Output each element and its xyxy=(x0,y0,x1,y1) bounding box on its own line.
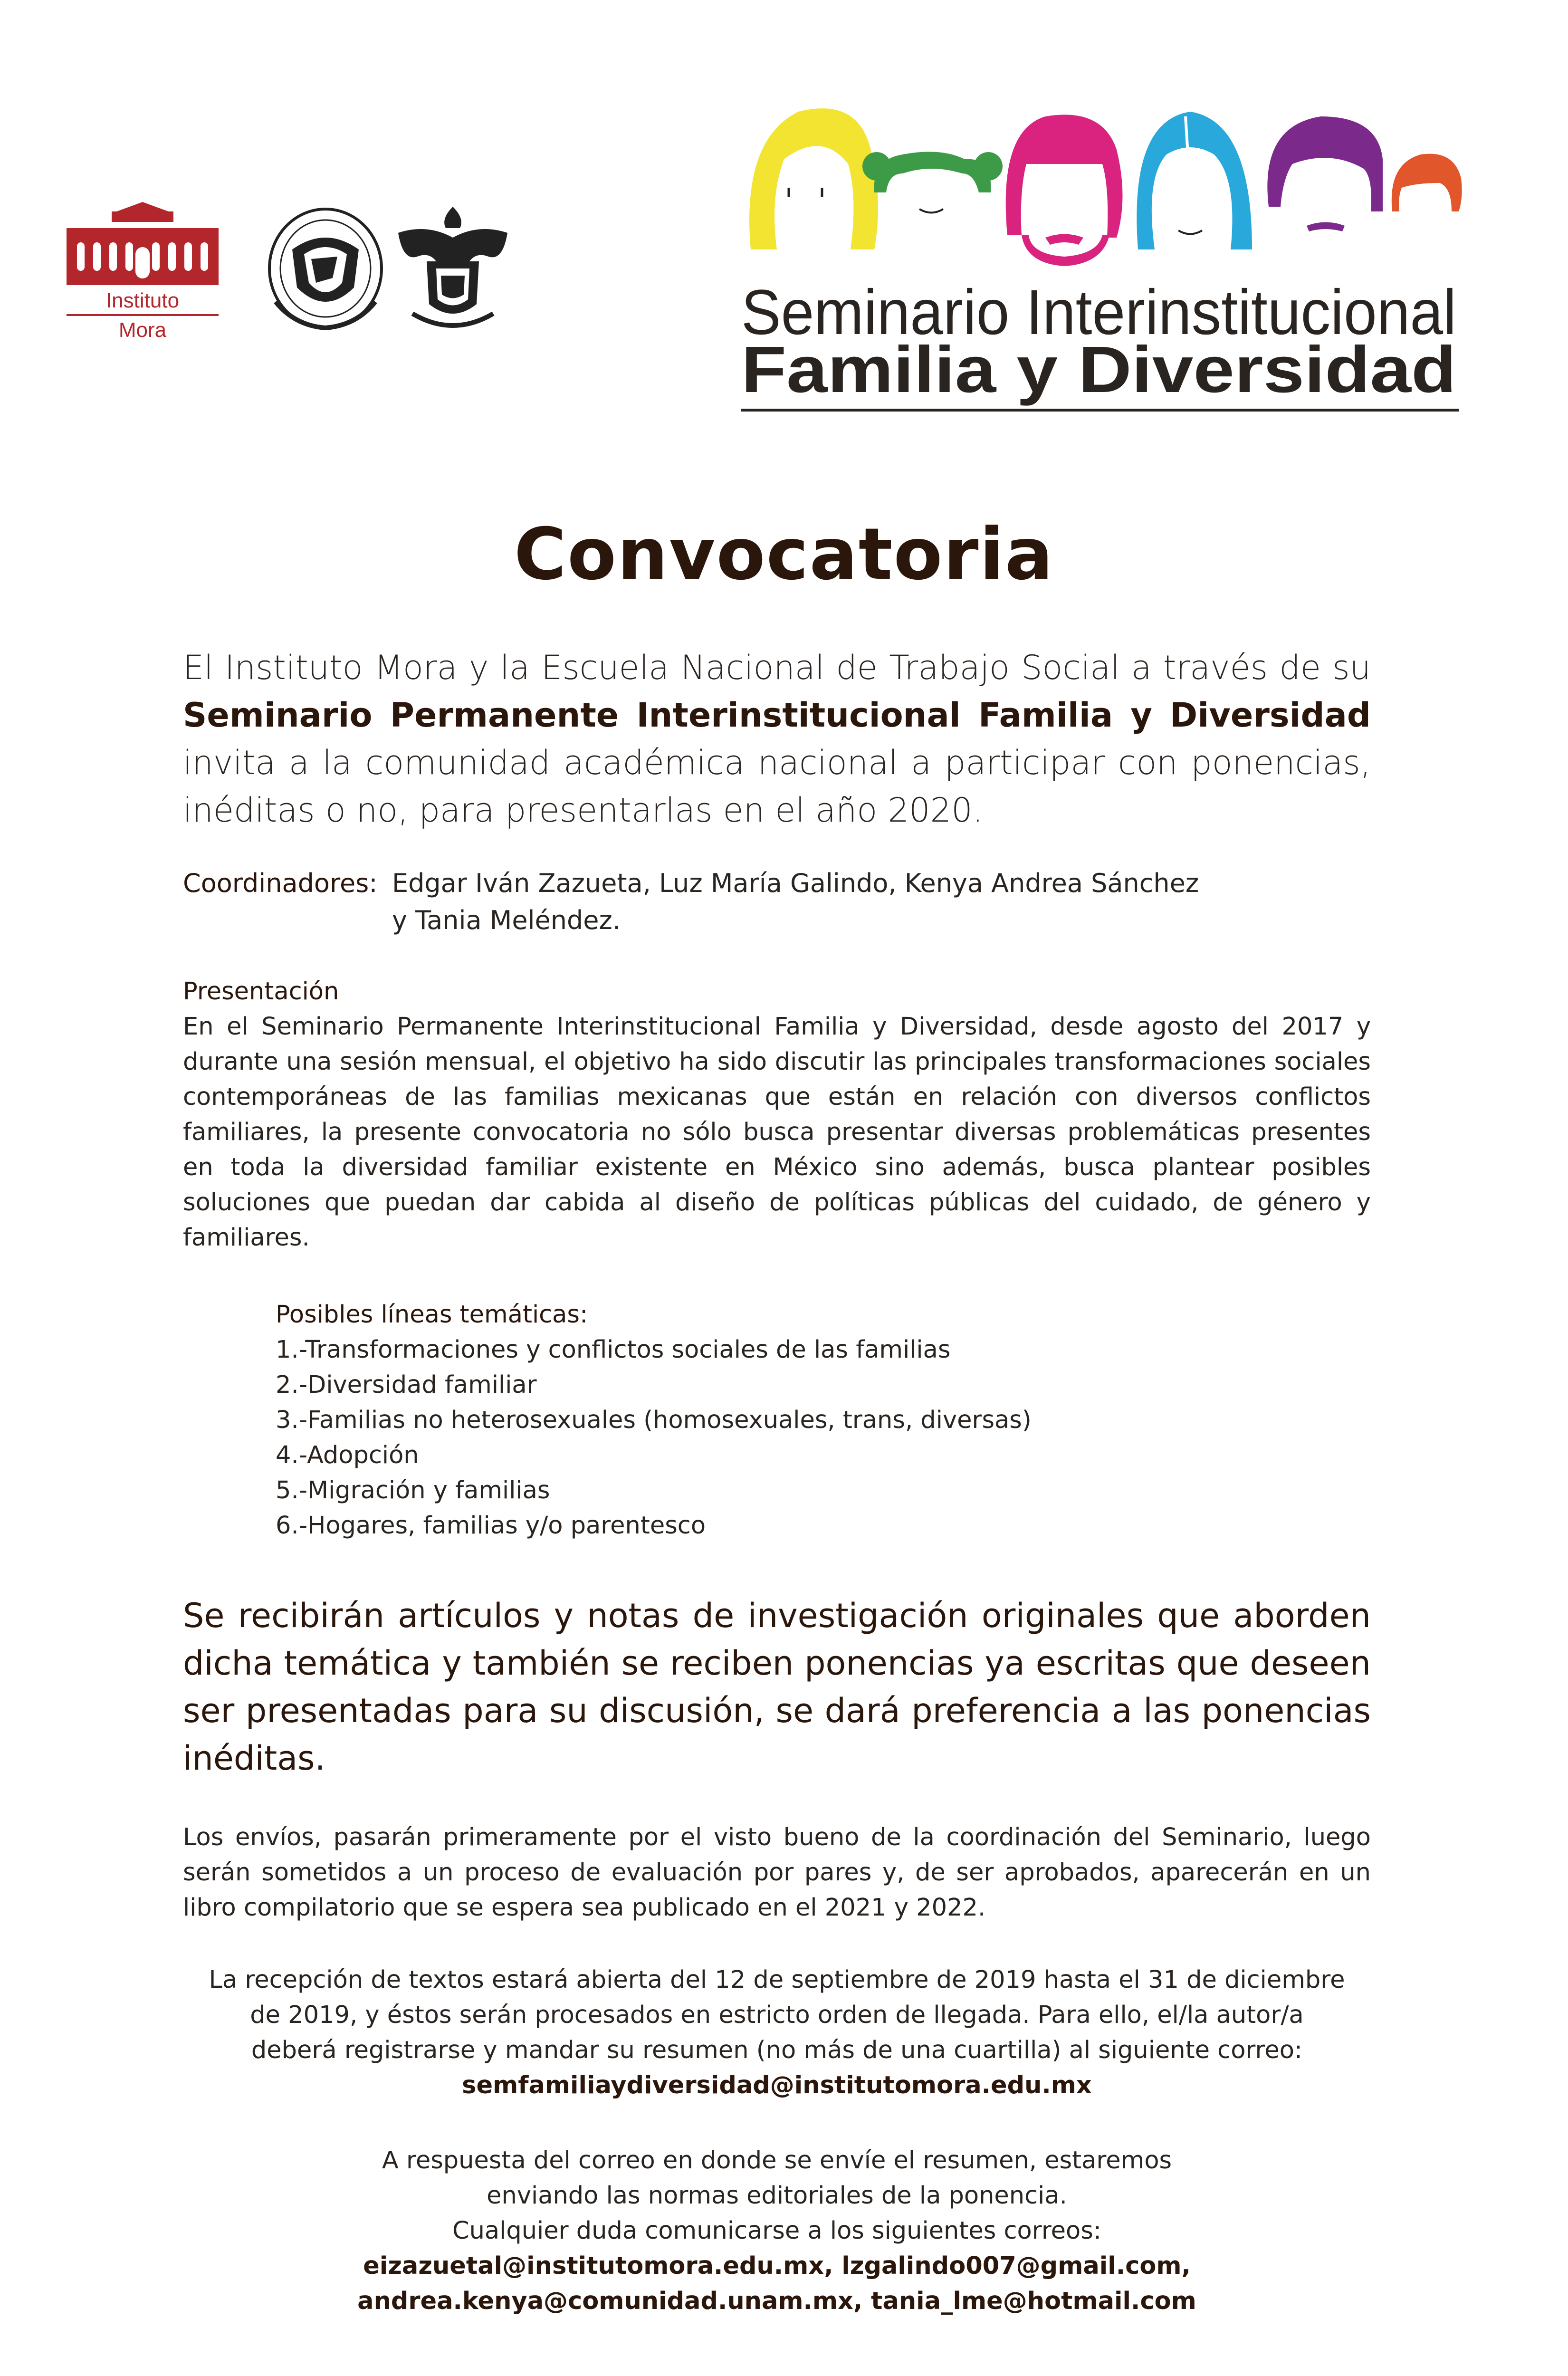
theme-item: 5.-Migración y familias xyxy=(276,1476,550,1504)
theme-item: 2.-Diversidad familiar xyxy=(276,1371,537,1399)
yellow-face-icon xyxy=(749,108,878,249)
review-paragraph: Los envíos, pasarán primeramente por el visto bueno de la coordinación del Seminario, luego serán sometidos a un proceso de evaluación por pares y, de ser aprobados, aparecerán en un libro compilatorio que se espera sea publicado en el 2021 y 2022. xyxy=(183,1823,1371,1922)
presentation-heading: Presentación xyxy=(183,977,339,1006)
page-title: Convocatoria xyxy=(514,513,1054,596)
reception-line: de 2019, y éstos serán procesados en estricto orden de llegada. Para ello, el/la autor/a xyxy=(250,2001,1304,2029)
coordinators-label: Coordinadores: xyxy=(183,868,378,898)
response-line: enviando las normas editoriales de la ponencia. xyxy=(487,2182,1067,2210)
reception-line: deberá registrarse y mandar su resumen (no más de una cuartilla) al siguiente correo: xyxy=(251,2036,1303,2064)
submission-email[interactable]: semfamiliaydiversidad@institutomora.edu.mx xyxy=(462,2071,1092,2099)
seminar-logo-line1: Seminario Interinstitucional xyxy=(741,277,1456,348)
presentation-text: En el Seminario Permanente Interinstitucional Familia y Diversidad, desde agosto del 2017 y durante una sesión mensual, el objetivo ha sido discutir las principales transformaciones sociales contemporáneas de las familias mexicanas que están en relación con diversos conflictos familiares, la presente convocatoria no sólo busca presentar diversas problemáticas presentes en toda la diversidad familiar existente en México sino además, busca plantear posibles soluciones que puedan dar cabida al diseño de políticas públicas del cuidado, de género y familiares. xyxy=(183,1013,1371,1252)
magenta-face-icon xyxy=(1006,115,1123,266)
intro-text-1: El Instituto Mora y la Escuela Nacional de Trabajo Social a través de su xyxy=(183,648,1371,687)
presentation-section xyxy=(183,974,1371,1255)
seminar-logo xyxy=(741,102,1463,416)
seminar-name: Seminario Permanente Interinstitucional Familia y Diversidad xyxy=(183,696,1371,735)
ents-shield xyxy=(393,204,512,337)
contact-emails-line1[interactable]: eizazuetal@institutomora.edu.mx, lzgalindo007@gmail.com, xyxy=(363,2252,1191,2280)
intro-paragraph xyxy=(183,644,1371,834)
reception-paragraph xyxy=(183,1963,1371,2103)
seminar-logo-line2: Familia y Diversidad xyxy=(741,333,1456,406)
theme-item: 4.-Adopción xyxy=(276,1441,419,1469)
unam-seal xyxy=(266,207,385,335)
green-face-icon xyxy=(862,152,1003,212)
mora-logo-line1: Instituto xyxy=(105,289,180,312)
theme-item: 6.-Hogares, familias y/o parentesco xyxy=(276,1512,706,1540)
purple-face-icon xyxy=(1267,116,1383,231)
instituto-mora-logo xyxy=(67,202,219,345)
contact-emails-line2[interactable]: andrea.kenya@comunidad.unam.mx, tania_lme@hotmail.com xyxy=(357,2287,1196,2315)
response-line: A respuesta del correo en donde se envíe el resumen, estaremos xyxy=(382,2146,1172,2175)
themes-heading: Posibles líneas temáticas: xyxy=(276,1301,588,1329)
theme-item: 3.-Familias no heterosexuales (homosexuales, trans, diversas) xyxy=(276,1406,1032,1434)
coordinators-names-line2: y Tania Meléndez. xyxy=(392,905,621,935)
intro-text-2: invita a la comunidad académica nacional a participar con ponencias, inéditas o no, para presentarlas en el año 2020. xyxy=(183,743,1371,830)
coordinators xyxy=(183,865,1371,939)
theme-item: 1.-Transformaciones y conflictos sociales de las familias xyxy=(276,1336,951,1364)
response-paragraph xyxy=(183,2143,1371,2319)
orange-face-icon xyxy=(1392,154,1462,211)
reception-line: La recepción de textos estará abierta del 12 de septiembre de 2019 hasta el 31 de diciembre xyxy=(209,1966,1345,1994)
themes-list xyxy=(276,1297,1368,1543)
received-paragraph: Se recibirán artículos y notas de investigación originales que aborden dicha temática y también se reciben ponencias ya escritas que deseen ser presentadas para su discusión, se dará preferencia a las ponencias inéditas. xyxy=(183,1596,1371,1778)
coordinators-names-line1: Edgar Iván Zazueta, Luz María Galindo, Kenya Andrea Sánchez xyxy=(392,868,1199,898)
cyan-face-icon xyxy=(1137,112,1252,249)
mora-logo-line2: Mora xyxy=(118,318,167,342)
response-line: Cualquier duda comunicarse a los siguientes correos: xyxy=(452,2217,1102,2245)
